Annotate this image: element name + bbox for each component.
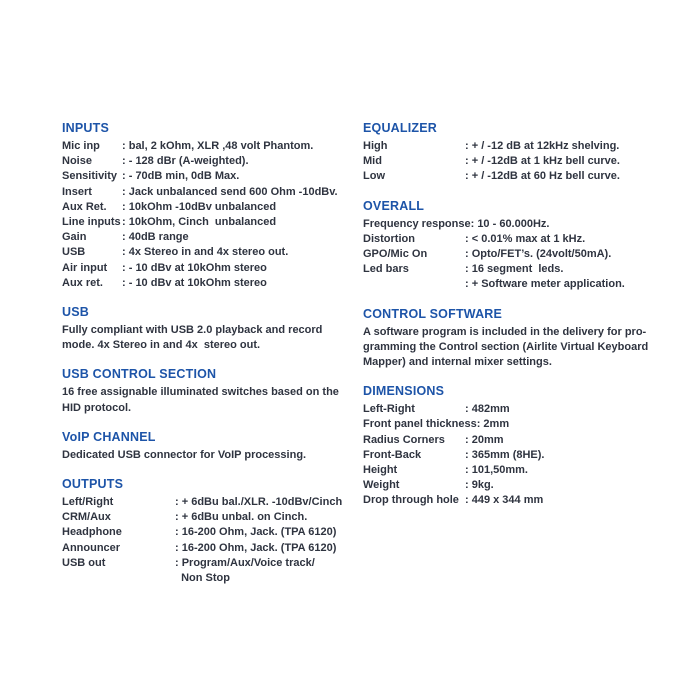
spec-label: Left-Right [363,403,415,416]
spec-label: Aux Ret. [62,200,107,213]
spec-value: : - 10 dBv at 10kOhm stereo [122,261,267,274]
spec-row-inputs [62,276,360,291]
spec-row-dimensions [363,463,673,478]
spec-value: : 4x Stereo in and 4x stereo out. [122,246,289,259]
section-dimensions [363,384,673,508]
spec-value: : bal, 2 kOhm, XLR ,48 volt Phantom. [122,140,314,152]
spec-value: : 482mm [465,403,510,416]
spec-label: Height [363,464,398,477]
spec-value: : + 6dBu bal./XLR. -10dBv/Cinch [175,496,343,509]
section-title-outputs: OUTPUTS [62,477,124,492]
spec-label: Low [363,170,385,183]
section-title-inputs: INPUTS [62,121,110,135]
spec-value: : 2mm [476,418,510,431]
spec-row-outputs [62,556,360,571]
section-usb [62,305,360,353]
spec-row-dimensions [363,433,673,448]
spec-row-inputs [62,169,360,184]
spec-value: : - 10 dBv at 10kOhm stereo [122,276,267,289]
spec-label: GPO/Mic On [363,248,428,261]
spec-value: : 16-200 Ohm, Jack. (TPA 6120) [175,541,337,554]
spec-row-outputs [62,571,360,586]
section-title-usb: USB [62,305,89,320]
section-usb-control-section [62,367,360,415]
spec-row-inputs [62,230,360,245]
spec-row-outputs [62,510,360,525]
section-title-control-software: CONTROL SOFTWARE [363,306,503,321]
spec-row-equalizer [363,139,673,154]
spec-label: Noise [62,155,92,168]
section-control-software [363,307,673,371]
spec-value: : - 70dB min, 0dB Max. [122,170,240,183]
paragraph-line: 16 free assignable illuminated switches based on the [62,386,339,399]
spec-label: Led bars [363,263,409,276]
spec-value: : 16 segment leds. [465,263,564,276]
spec-row-overall [363,232,673,247]
spec-value: : 10kOhm, Cinch unbalanced [122,216,277,229]
spec-row-outputs [62,541,360,556]
spec-label: Announcer [62,541,121,554]
spec-label: Frequency response [363,217,471,230]
spec-label: Drop through hole [363,494,459,507]
spec-value: : 10 - 60.000Hz. [470,217,550,230]
spec-value: : < 0.01% max at 1 kHz. [465,232,586,245]
spec-label: Radius Corners [363,433,445,446]
spec-value: : 101,50mm. [465,464,528,477]
spec-column-right [363,121,673,523]
spec-label: CRM/Aux [62,511,111,524]
paragraph-line: Fully compliant with USB 2.0 playback and record [62,324,323,337]
spec-label: Weight [363,479,400,492]
spec-value: : 16-200 Ohm, Jack. (TPA 6120) [175,526,337,539]
spec-row-dimensions [363,402,673,417]
spec-column-left [62,121,360,600]
spec-label: Mic inp [62,140,100,152]
spec-label: Gain [62,231,87,244]
spec-value: : - 128 dBr (A-weighted). [122,155,249,168]
spec-row-overall [363,247,673,262]
spec-row-outputs [62,495,360,510]
section-inputs [62,121,360,291]
spec-row-overall [363,262,673,277]
section-title-equalizer: EQUALIZER [363,121,438,135]
spec-row-outputs [62,525,360,540]
spec-row-equalizer [363,169,673,184]
paragraph-line: mode. 4x Stereo in and 4x stereo out. [62,339,261,352]
spec-row-dimensions [363,448,673,463]
spec-row-overall [363,217,673,232]
spec-value: : + / -12dB at 60 Hz bell curve. [465,170,620,183]
spec-row-inputs [62,261,360,276]
paragraph-line: Mapper) and internal mixer settings. [363,356,552,369]
spec-row-inputs [62,185,360,200]
section-voip-channel [62,430,360,463]
spec-value: : + 6dBu unbal. on Cinch. [175,511,308,524]
spec-row-dimensions [363,493,673,508]
spec-value: : 9kg. [465,479,494,492]
paragraph-line: A software program is included in the delivery for pro- [363,325,647,338]
spec-value: : + Software meter application. [465,278,625,291]
spec-value: : 20mm [465,433,504,446]
section-overall [363,199,673,293]
spec-label: Line inputs [62,216,121,229]
spec-value: : + / -12 dB at 12kHz shelving. [465,140,620,152]
spec-value: : Program/Aux/Voice track/ [175,556,315,569]
spec-label: Sensitivity [62,170,118,183]
spec-row-dimensions [363,417,673,432]
spec-value: : 40dB range [122,231,189,244]
spec-label: Left/Right [62,496,114,509]
section-title-voip-channel: VoIP CHANNEL [62,429,156,444]
spec-row-inputs [62,154,360,169]
spec-value: : 365mm (8HE). [465,448,545,461]
section-title-usb-control-section: USB CONTROL SECTION [62,367,217,382]
spec-label: USB out [62,556,106,569]
paragraph-line: HID protocol. [62,401,132,414]
spec-label: Air input [62,261,108,274]
spec-label: Insert [62,185,92,198]
spec-value: : + / -12dB at 1 kHz bell curve. [465,155,620,168]
spec-row-overall [363,277,673,292]
spec-value: : Jack unbalanced send 600 Ohm -10dBv. [122,185,338,198]
paragraph-line: gramming the Control section (Airlite Virtual Keyboard [363,340,649,353]
spec-label: USB [62,246,86,259]
spec-row-inputs [62,200,360,215]
spec-label: High [363,140,388,152]
spec-row-inputs [62,139,360,154]
section-title-overall: OVERALL [363,198,425,213]
spec-label: Front panel thickness [363,418,477,431]
spec-label: Headphone [62,526,122,539]
spec-row-inputs [62,215,360,230]
spec-value: : 10kOhm -10dBv unbalanced [122,200,277,213]
paragraph-line: Dedicated USB connector for VoIP processing. [62,448,307,461]
spec-row-equalizer [363,154,673,169]
spec-label: Distortion [363,232,415,245]
section-outputs [62,477,360,586]
spec-row-inputs [62,245,360,260]
spec-row-dimensions [363,478,673,493]
spec-label: Mid [363,155,382,168]
spec-value: : 449 x 344 mm [465,494,544,507]
spec-label: Front-Back [363,448,422,461]
section-title-dimensions: DIMENSIONS [363,384,445,399]
spec-value: Non Stop [175,572,230,585]
spec-value: : Opto/FET’s. (24volt/50mA). [465,248,612,261]
spec-label: Aux ret. [62,276,103,289]
section-equalizer [363,121,673,185]
